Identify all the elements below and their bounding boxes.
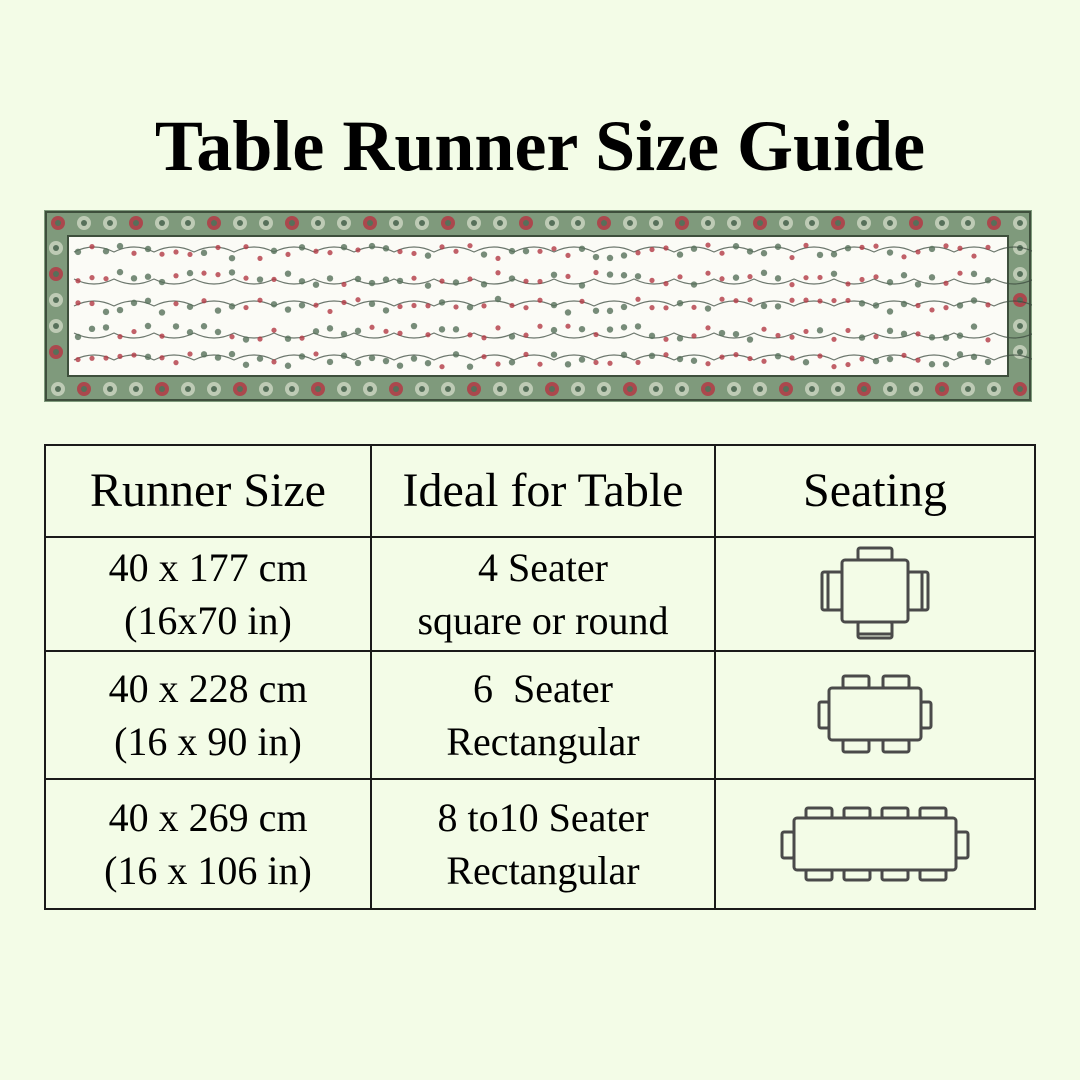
runner-size-cell (45, 651, 371, 779)
size-in: (16 x 106 in) (104, 848, 312, 893)
table-type-line2: Rectangular (446, 719, 640, 764)
table-type-line2: Rectangular (446, 848, 640, 893)
table-type-line1: 4 Seater (478, 545, 608, 590)
size-cm: 40 x 177 cm (108, 545, 308, 590)
table-type-line1: 8 to10 Seater (437, 795, 649, 840)
runner-size-cell (45, 537, 371, 651)
four-seat-square-table-icon (820, 546, 930, 642)
table-row (45, 537, 1035, 651)
table-runner-image (44, 210, 1032, 402)
runner-size-cell (45, 779, 371, 909)
size-in: (16 x 90 in) (114, 719, 302, 764)
ideal-table-cell (371, 651, 715, 779)
size-cm: 40 x 228 cm (108, 666, 308, 711)
ideal-table-cell (371, 779, 715, 909)
size-cm: 40 x 269 cm (108, 795, 308, 840)
table-type-line2: square or round (417, 598, 669, 643)
ideal-table-cell (371, 537, 715, 651)
ten-seat-rectangular-table-icon (780, 806, 970, 882)
size-in: (16x70 in) (124, 598, 292, 643)
floral-runner-illustration (44, 210, 1032, 402)
table-header-row (45, 445, 1035, 537)
table-type-line1: 6 Seater (473, 666, 613, 711)
size-guide-table (44, 444, 1036, 910)
header-ideal-for-table: Ideal for Table (371, 445, 715, 537)
header-runner-size: Runner Size (45, 445, 371, 537)
seating-cell (715, 537, 1035, 651)
table-row (45, 651, 1035, 779)
page-title: Table Runner Size Guide (154, 106, 926, 186)
seating-cell (715, 779, 1035, 909)
six-seat-rectangular-table-icon (817, 674, 933, 756)
header-seating: Seating (715, 445, 1035, 537)
seating-cell (715, 651, 1035, 779)
table-row (45, 779, 1035, 909)
